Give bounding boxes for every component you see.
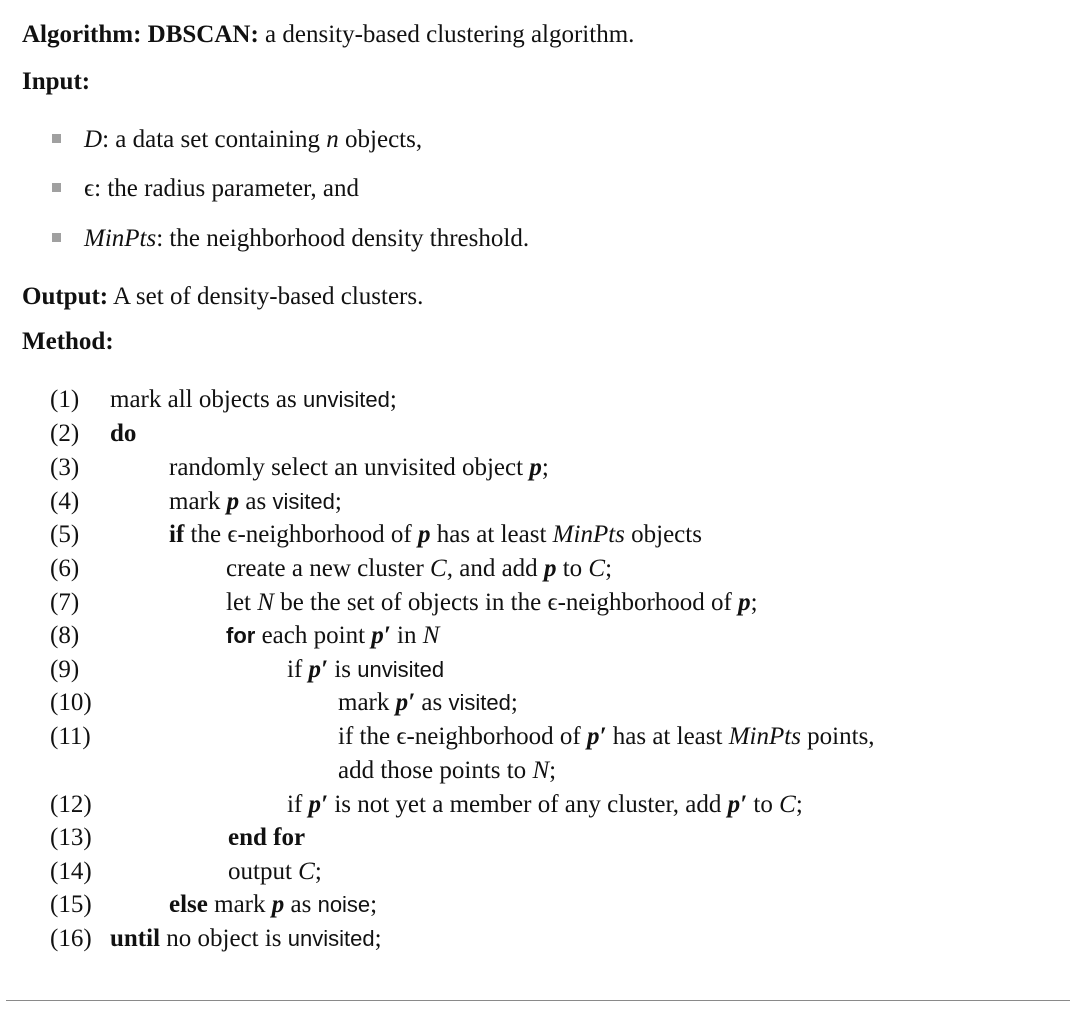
line-number: (4)	[50, 488, 80, 515]
step-8: for each point p′ in N	[226, 622, 440, 649]
line-number: (9)	[50, 656, 80, 683]
algorithm-desc: a density-based clustering algorithm.	[258, 21, 635, 48]
input-item-radius: ϵ: the radius parameter, and	[84, 175, 359, 202]
line-number: (5)	[50, 521, 80, 548]
output-heading: Output:	[22, 283, 109, 310]
step-1: mark all objects as unvisited;	[110, 386, 397, 413]
step-15: else mark p as noise;	[169, 891, 378, 918]
line-number: (12)	[50, 791, 92, 818]
line-number: (2)	[50, 420, 80, 447]
algorithm-label: Algorithm:	[22, 21, 142, 48]
step-10: mark p′ as visited;	[338, 689, 518, 716]
step-2: do	[110, 420, 137, 447]
line-number: (1)	[50, 386, 80, 413]
step-5: if the ϵ-neighborhood of p has at least MinPts objects	[169, 521, 702, 548]
step-11-continued: add those points to N;	[338, 757, 557, 784]
step-14: output C;	[228, 858, 322, 885]
step-11: if the ϵ-neighborhood of p′ has at least MinPts points,	[338, 723, 875, 750]
bullet-icon	[52, 183, 61, 192]
line-number: (10)	[50, 689, 92, 716]
line-number: (13)	[50, 824, 92, 851]
line-number: (3)	[50, 454, 80, 481]
step-3: randomly select an unvisited object p;	[169, 454, 549, 481]
step-12: if p′ is not yet a member of any cluster, add p′ to C;	[287, 791, 803, 818]
step-6: create a new cluster C, and add p to C;	[226, 555, 613, 582]
bottom-divider	[6, 1000, 1070, 1001]
bullet-icon	[52, 134, 61, 143]
step-9: if p′ is unvisited	[287, 656, 445, 683]
line-number: (7)	[50, 589, 80, 616]
step-7: let N be the set of objects in the ϵ-neighborhood of p;	[226, 589, 758, 616]
bullet-icon	[52, 233, 61, 242]
input-item-minpts: MinPts: the neighborhood density threshold.	[84, 225, 530, 252]
line-number: (16)	[50, 925, 92, 952]
step-13: end for	[228, 824, 306, 851]
step-16: until no object is unvisited;	[110, 925, 382, 952]
algorithm-name: DBSCAN:	[147, 21, 259, 48]
line-number: (14)	[50, 858, 92, 885]
algorithm-title	[22, 22, 634, 47]
method-heading: Method:	[22, 328, 114, 355]
output-line: Output: A set of density-based clusters.	[22, 283, 424, 310]
input-heading: Input:	[22, 68, 91, 95]
line-number: (15)	[50, 891, 92, 918]
line-number: (11)	[50, 723, 91, 750]
step-4: mark p as visited;	[169, 488, 342, 515]
line-number: (8)	[50, 622, 80, 649]
line-number: (6)	[50, 555, 80, 582]
input-item-dataset: D: a data set containing n objects,	[84, 126, 423, 153]
